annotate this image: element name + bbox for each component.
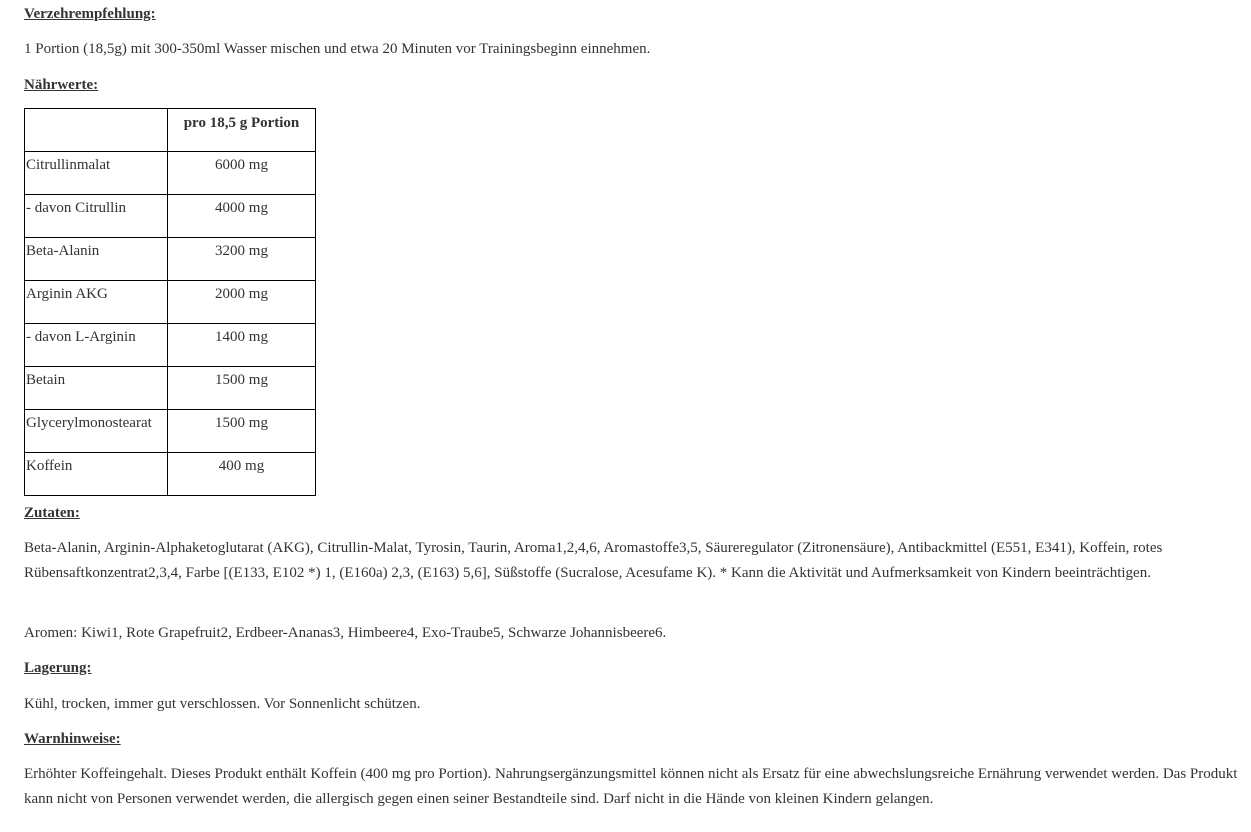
nutrient-value: 1500 mg [168,410,316,453]
nutrient-name: Beta-Alanin [25,238,168,281]
nutrient-name: Koffein [25,453,168,496]
warnings-heading: Warnhinweise: [24,731,121,747]
nutrient-value: 3200 mg [168,238,316,281]
nutrient-name: - davon L-Arginin [25,324,168,367]
nutrition-heading: Nährwerte: [24,77,99,93]
table-row [25,367,316,410]
nutrient-name: Glycerylmonostearat [25,410,168,453]
usage-text: 1 Portion (18,5g) mit 300-350ml Wasser mischen und etwa 20 Minuten vor Trainingsbeginn einnehmen. [24,41,651,57]
table-row [25,410,316,453]
table-row [25,195,316,238]
table-row [25,453,316,496]
table-row [25,281,316,324]
ingredients-text: Beta-Alanin, Arginin-Alphaketoglutarat (AKG), Citrullin-Malat, Tyrosin, Taurin, Aroma1,2,4,6, Aromastoffe3,5, Säureregulator (Zitronensäure), Antibackmittel (E551, E341), Koffein, rotes Rübensaftkonzentrat2,3,4, Farbe [(E133, E102 *) 1, (E160a) 2,3, (E163) 5,6], Süßstoffe (Sucralose, Acesufame K). * Kann die Aktivität und Aufmerksamkeit von Kindern beeinträchtigen. [24,540,1163,581]
nutrient-value: 1500 mg [168,367,316,410]
nutrient-value: 1400 mg [168,324,316,367]
nutrition-table-empty-header [25,109,168,152]
warnings-text: Erhöhter Koffeingehalt. Dieses Produkt enthält Koffein (400 mg pro Portion). Nahrungsergänzungsmittel können nicht als Ersatz für eine abwechslungsreiche Ernährung verwendet werden. Das Produkt kann nicht von Personen verwendet werden, die allergisch gegen einen seiner Bestandteile sind. Darf nicht in die Hände von kleinen Kindern gelangen. [24,766,1238,807]
nutrient-value: 2000 mg [168,281,316,324]
nutrition-column-header: pro 18,5 g Portion [168,109,316,152]
nutrient-value: 4000 mg [168,195,316,238]
table-row [25,152,316,195]
table-row [25,324,316,367]
usage-heading: Verzehrempfehlung: [24,6,156,22]
nutrient-name: Arginin AKG [25,281,168,324]
nutrient-name: Citrullinmalat [25,152,168,195]
nutrient-name: - davon Citrullin [25,195,168,238]
table-row [25,238,316,281]
nutrient-value: 6000 mg [168,152,316,195]
nutrient-value: 400 mg [168,453,316,496]
flavors-label: Aromen: [24,625,78,641]
storage-heading: Lagerung: [24,660,92,676]
storage-text: Kühl, trocken, immer gut verschlossen. Vor Sonnenlicht schützen. [24,696,421,712]
nutrition-table-header-row [25,109,316,152]
nutrition-table [24,108,316,496]
ingredients-heading: Zutaten: [24,505,80,521]
nutrient-name: Betain [25,367,168,410]
flavors-line [24,625,666,642]
flavors-text: Kiwi1, Rote Grapefruit2, Erdbeer-Ananas3, Himbeere4, Exo-Traube5, Schwarze Johannisbeere6. [77,625,667,641]
